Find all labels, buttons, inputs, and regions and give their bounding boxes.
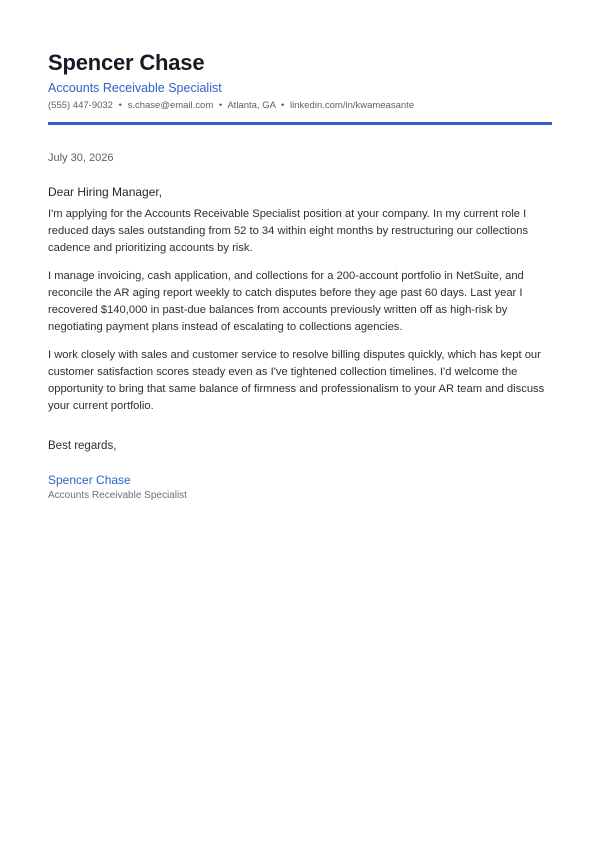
body-paragraph: I work closely with sales and customer service to resolve billing disputes quickly, which has kept our customer satisfaction scores steady even as I've tightened collection timelines. I'd welcome the opportunity to bring that same balance of firmness and professionalism to your AR team and discuss your current portfolio. — [48, 349, 545, 412]
letter-date: July 30, 2026 — [48, 152, 114, 164]
contact-email: s.chase@email.com — [127, 100, 214, 111]
contact-phone: (555) 447-9032 — [48, 100, 113, 111]
contact-separator: • — [218, 100, 223, 111]
cover-letter-page — [48, 50, 552, 502]
signature-name: Spencer Chase — [48, 473, 131, 487]
letter-header — [48, 50, 552, 125]
letter-body — [48, 206, 552, 415]
closing: Best regards, — [48, 440, 117, 452]
contact-location: Atlanta, GA — [227, 100, 276, 111]
applicant-name: Spencer Chase — [48, 50, 205, 75]
contact-linkedin: linkedin.com/in/kwameasante — [290, 100, 415, 111]
signature-title: Accounts Receivable Specialist — [48, 490, 187, 501]
contact-separator: • — [281, 100, 285, 111]
contact-separator: • — [118, 100, 122, 111]
contact-line — [48, 99, 552, 112]
applicant-title: Accounts Receivable Specialist — [48, 81, 222, 95]
header-divider — [48, 122, 552, 125]
body-paragraph: I'm applying for the Accounts Receivable Specialist position at your company. In my current role I reduced days sales outstanding from 52 to 34 within eight months by restructuring our collections cadence and prioritizing accounts by risk. — [48, 208, 529, 254]
body-paragraph: I manage invoicing, cash application, and collections for a 200-account portfolio in NetSuite, and reconcile the AR aging report weekly to catch disputes before they age past 60 days. Last year I recovered $140,000 in past-due balances from accounts previously written off as high-risk by negotiating payment plans instead of escalating to collections agencies. — [48, 270, 524, 333]
salutation: Dear Hiring Manager, — [48, 185, 163, 199]
